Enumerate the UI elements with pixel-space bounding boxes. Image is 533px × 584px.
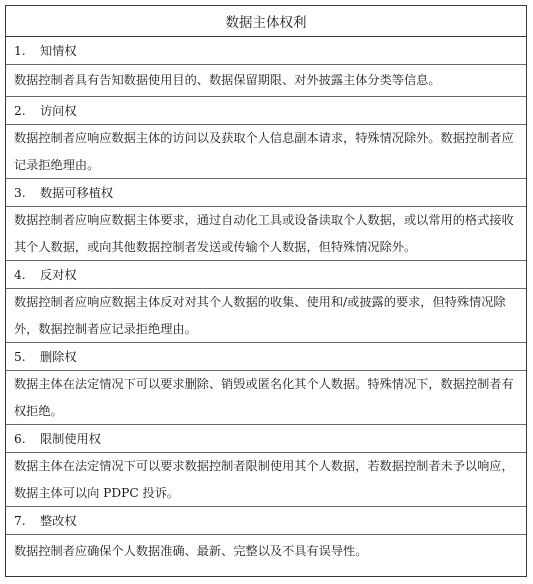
- right-description-row: [6, 125, 526, 179]
- right-description-row: [6, 453, 526, 507]
- right-description: 数据主体在法定情况下可以要求数据控制者限制使用其个人数据，若数据控制者未予以响应，数据主体可以向 PDPC 投诉。: [14, 458, 514, 500]
- right-title: [14, 102, 518, 119]
- right-title: [14, 266, 518, 283]
- right-title-text: 访问权: [40, 104, 77, 118]
- right-title-row: [6, 179, 526, 207]
- right-description: 数据控制者具有告知数据使用目的、数据保留期限、对外披露主体分类等信息。: [14, 73, 441, 87]
- right-description-row: [6, 65, 526, 97]
- right-title-row: [6, 261, 526, 289]
- right-description-row: [6, 535, 526, 567]
- right-description: 数据主体在法定情况下可以要求删除、销毁或匿名化其个人数据。特殊情况下，数据控制者有权拒绝。: [14, 376, 514, 418]
- rights-list: [6, 37, 526, 567]
- right-description: 数据控制者应响应数据主体要求，通过自动化工具或设备读取个人数据，或以常用的格式接收其个人数据，或向其他数据控制者发送或传输个人数据，但特殊情况除外。: [14, 212, 514, 254]
- right-title-text: 限制使用权: [40, 432, 101, 446]
- right-number: 6.: [14, 431, 26, 446]
- right-title-row: [6, 507, 526, 535]
- right-number: 2.: [14, 103, 26, 118]
- right-title-row: [6, 37, 526, 65]
- right-description: 数据控制者应响应数据主体的访问以及获取个人信息副本请求，特殊情况除外。数据控制者应记录拒绝理由。: [14, 130, 514, 172]
- right-title: [14, 42, 518, 59]
- right-title: [14, 348, 518, 365]
- right-title-text: 数据可移植权: [40, 186, 114, 200]
- right-number: 1.: [14, 43, 26, 58]
- right-title: [14, 512, 518, 529]
- right-description: 数据控制者应响应数据主体反对对其个人数据的收集、使用和/或披露的要求，但特殊情况除外，数据控制者应记录拒绝理由。: [14, 294, 506, 336]
- right-title-row: [6, 425, 526, 453]
- right-title-text: 反对权: [40, 268, 77, 282]
- right-number: 7.: [14, 513, 26, 528]
- right-title-row: [6, 343, 526, 371]
- right-title-row: [6, 97, 526, 125]
- right-number: 3.: [14, 185, 26, 200]
- right-number: 5.: [14, 349, 26, 364]
- right-title: [14, 184, 518, 201]
- table-header: 数据主体权利: [6, 6, 526, 37]
- right-description-row: [6, 207, 526, 261]
- right-title-text: 整改权: [40, 514, 77, 528]
- right-title: [14, 430, 518, 447]
- right-description-row: [6, 371, 526, 425]
- right-description-row: [6, 289, 526, 343]
- right-title-text: 知情权: [40, 44, 77, 58]
- right-title-text: 删除权: [40, 350, 77, 364]
- right-number: 4.: [14, 267, 26, 282]
- data-subject-rights-table: [5, 5, 527, 577]
- right-description: 数据控制者应确保个人数据准确、最新、完整以及不具有误导性。: [14, 543, 368, 558]
